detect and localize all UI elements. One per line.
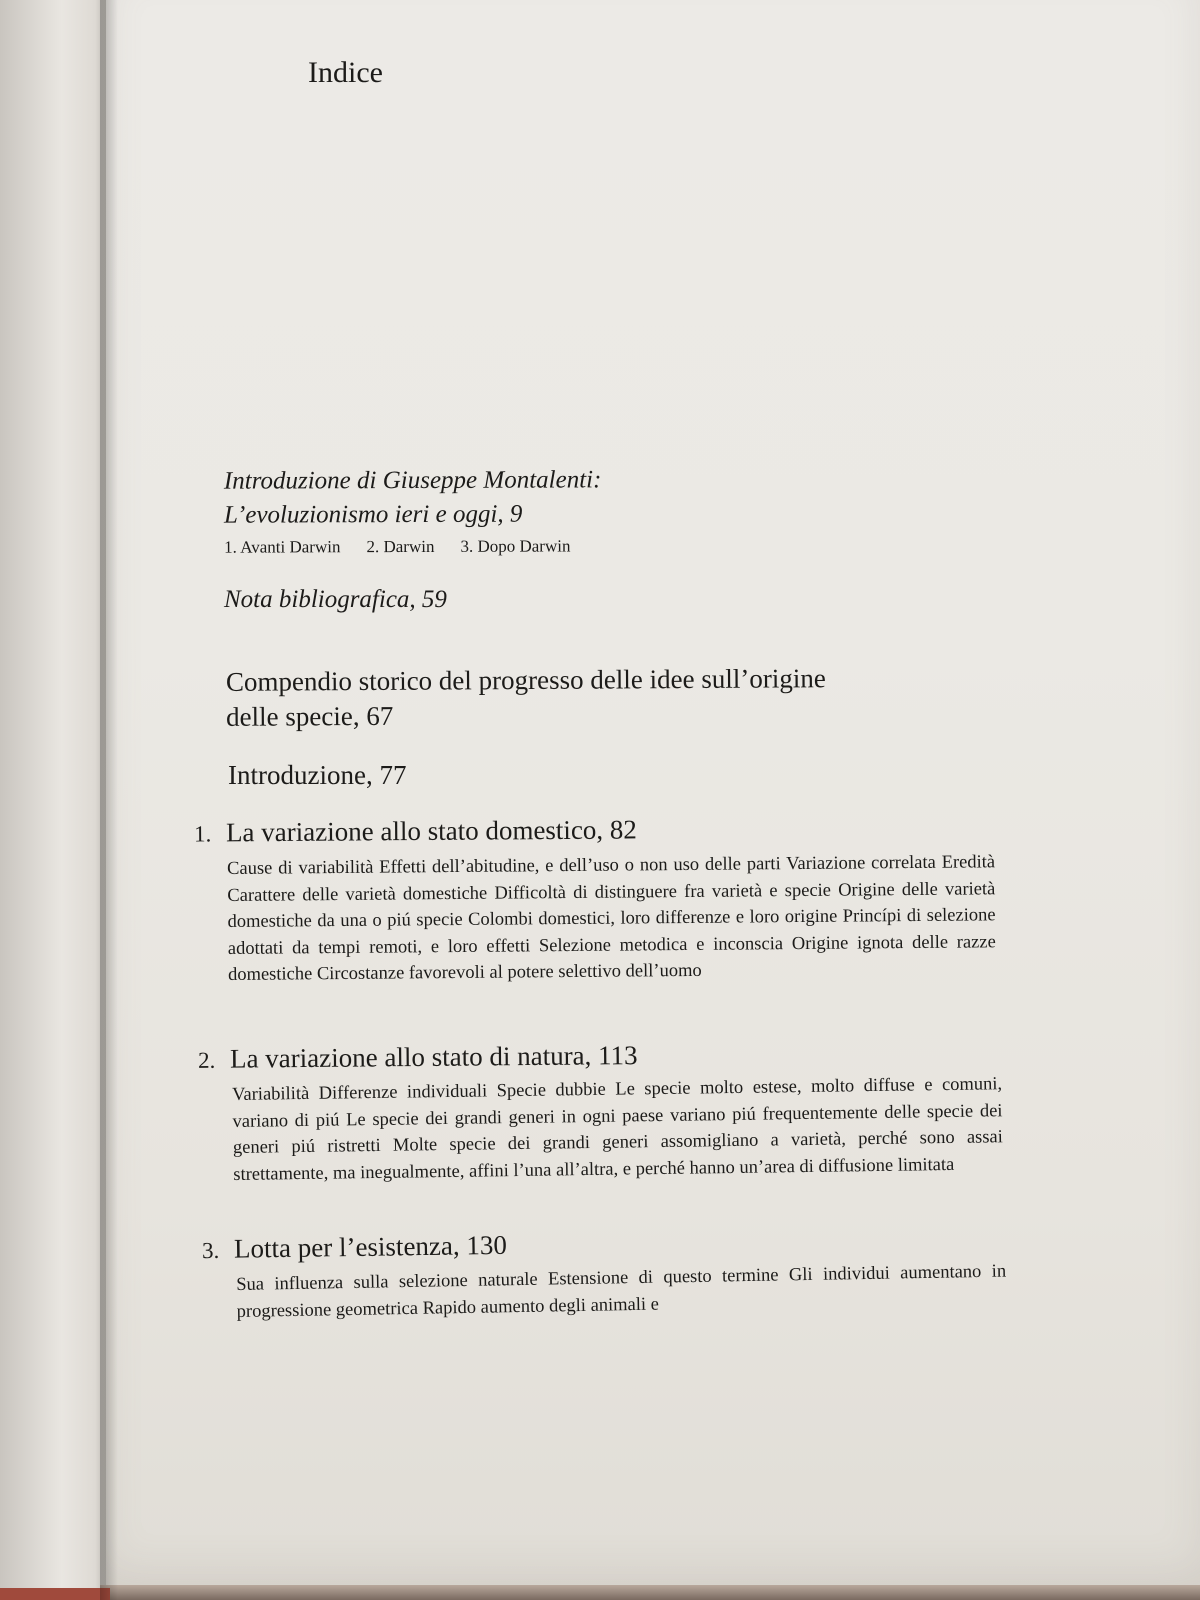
page-title: Indice bbox=[308, 56, 383, 89]
subsection-2: 2. Darwin bbox=[366, 536, 435, 557]
chapter-2-title: La variazione allo stato di natura, 113 bbox=[229, 1040, 638, 1074]
page-gutter-shadow bbox=[100, 0, 118, 1600]
chapter-1-description: Cause di variabilità Effetti dell’abitudine, e dell’uso o non uso delle parti Variazione correlata Eredità Carattere delle varietà domestiche Difficoltà di distinguere fra varietà e specie Origine delle varietà domestiche da una o piú specie Colombi domestici, loro differenze e loro origine Princípi di selezione adottati da tempi remoti, e loro effetti Selezione metodica e inconscia Origine ignota delle razze domestiche Circostanze favorevoli al potere selettivo dell’uomo bbox=[227, 852, 996, 985]
page-bottom-edge bbox=[100, 1585, 1200, 1600]
chapter-1-title: La variazione allo stato domestico, 82 bbox=[225, 814, 637, 848]
chapter-3-heading bbox=[202, 1230, 507, 1265]
book-page bbox=[106, 0, 1200, 1600]
chapter-2-heading bbox=[198, 1040, 638, 1075]
intro-author-line: Introduzione di Giuseppe Montalenti: bbox=[223, 466, 602, 495]
left-page-edge bbox=[0, 0, 112, 1600]
chapter-3-description: Sua influenza sulla selezione naturale Estensione di questo termine Gli individui aumentano in progressione geometrica Rapido aumento degli animali e bbox=[236, 1261, 1007, 1322]
chapter-3-number: 3. bbox=[201, 1237, 220, 1264]
intro-essay-line: L’evoluzionismo ieri e oggi, 9 bbox=[223, 500, 523, 529]
subsection-1: 1. Avanti Darwin bbox=[224, 537, 341, 557]
book-cover-edge bbox=[0, 1588, 110, 1600]
intro-subsections bbox=[224, 536, 602, 557]
compendio-entry bbox=[226, 661, 826, 735]
intro-entry bbox=[224, 463, 602, 557]
page-text-layer bbox=[106, 0, 1200, 1600]
nota-bibliografica: Nota bibliografica, 59 bbox=[224, 586, 447, 613]
chapter-2-description: Variabilità Differenze individuali Specie dubbie Le specie molto estese, molto diffuse e comuni, variano di piú Le specie dei grandi generi in ogni paese variano piú frequentemente delle specie dei generi piú ristretti Molte specie dei grandi generi assomigliano a varietà, perché sono assai strettamente, ma inegualmente, affini l’una all’altra, e perché hanno un’area di diffusione limitata bbox=[232, 1074, 1003, 1185]
compendio-line-2: delle specie, 67 bbox=[226, 700, 394, 732]
introduzione-entry: Introduzione, 77 bbox=[228, 760, 407, 790]
chapter-3-title: Lotta per l’esistenza, 130 bbox=[233, 1229, 508, 1264]
chapter-2-number: 2. bbox=[197, 1047, 216, 1073]
compendio-line-1: Compendio storico del progresso delle idee sull’origine bbox=[225, 663, 826, 697]
chapter-1-heading bbox=[194, 814, 637, 848]
subsection-3: 3. Dopo Darwin bbox=[460, 536, 571, 556]
chapter-1-number: 1. bbox=[193, 821, 212, 847]
